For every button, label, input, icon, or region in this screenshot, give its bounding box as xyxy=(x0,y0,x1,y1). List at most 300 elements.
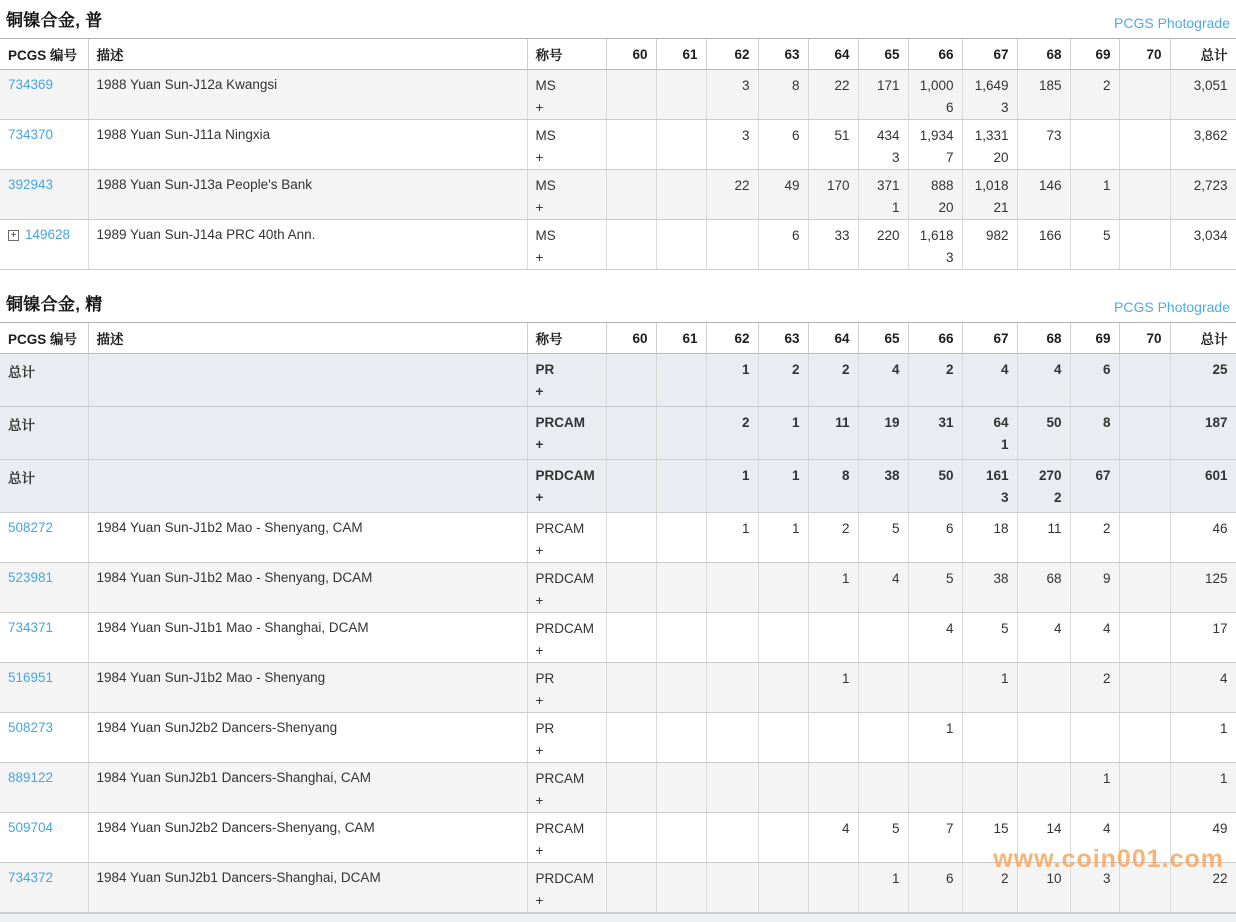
grade-63-cell xyxy=(758,120,808,170)
grade-61-cell xyxy=(656,713,706,763)
grade-62-cell xyxy=(706,70,758,120)
plus-grade-count: 3 xyxy=(1000,490,1009,505)
grade-63-cell xyxy=(758,354,808,407)
plus-grade-count: 2 xyxy=(1053,490,1062,505)
grade-64-cell xyxy=(808,863,858,913)
grade-61-cell xyxy=(656,563,706,613)
total-cell xyxy=(1170,663,1236,713)
column-header-grade-67: 67 xyxy=(962,323,1017,354)
grade-61-cell xyxy=(656,763,706,813)
grade-count: 6 xyxy=(945,521,954,536)
grade-67-cell xyxy=(962,120,1017,170)
description-cell: 1984 Yuan Sun-J1b2 Mao - Shenyang, DCAM xyxy=(88,563,527,613)
grade-61-cell xyxy=(656,407,706,460)
column-header-description: 描述 xyxy=(88,39,527,70)
pcgs-number-cell xyxy=(0,563,88,613)
grade-count: 3 xyxy=(741,128,750,143)
designation-label: PRCAM xyxy=(535,821,585,836)
designation-cell xyxy=(527,460,606,513)
grade-count: 4 xyxy=(891,571,900,586)
grade-count: 1 xyxy=(741,468,750,483)
grade-65-cell xyxy=(858,460,908,513)
description-cell xyxy=(88,460,527,513)
column-header-grade-62: 62 xyxy=(706,39,758,70)
grade-count: 2 xyxy=(741,415,750,430)
column-header-pcgs-number: PCGS 编号 xyxy=(0,323,88,354)
grade-70-cell xyxy=(1119,563,1170,613)
grade-63-cell xyxy=(758,763,808,813)
grade-68-cell xyxy=(1017,763,1070,813)
grade-61-cell xyxy=(656,220,706,270)
grade-66-cell xyxy=(908,120,962,170)
column-header-grade-64: 64 xyxy=(808,39,858,70)
total-cell xyxy=(1170,813,1236,863)
grade-63-cell xyxy=(758,663,808,713)
total-cell xyxy=(1170,220,1236,270)
grade-70-cell xyxy=(1119,120,1170,170)
grade-60-cell xyxy=(606,513,656,563)
designation-plus-label: + xyxy=(535,490,544,505)
grade-67-cell xyxy=(962,354,1017,407)
pcgs-number-link[interactable]: 508273 xyxy=(8,720,54,735)
designation-cell xyxy=(527,407,606,460)
description-cell xyxy=(88,354,527,407)
grade-64-cell xyxy=(808,120,858,170)
pcgs-number-cell xyxy=(0,663,88,713)
grade-60-cell xyxy=(606,863,656,913)
grade-count: 50 xyxy=(938,468,954,483)
grade-count: 1,649 xyxy=(974,78,1009,93)
grade-count: 6 xyxy=(1102,362,1111,377)
grade-count: 64 xyxy=(993,415,1009,430)
photograde-link[interactable]: PCGS Photograde xyxy=(1114,299,1230,315)
grade-66-cell xyxy=(908,513,962,563)
grade-69-cell xyxy=(1070,663,1119,713)
watermark-text: www.coin001.com xyxy=(993,845,1224,873)
designation-cell xyxy=(527,354,606,407)
designation-cell xyxy=(527,170,606,220)
grade-67-cell xyxy=(962,813,1017,863)
coin-row xyxy=(0,70,1236,120)
grade-69-cell xyxy=(1070,70,1119,120)
designation-label: PRDCAM xyxy=(535,621,595,636)
total-cell xyxy=(1170,763,1236,813)
designation-label: PRDCAM xyxy=(535,571,595,586)
grade-68-cell xyxy=(1017,120,1070,170)
total-cell xyxy=(1170,863,1236,913)
grade-68-cell xyxy=(1017,460,1070,513)
grade-69-cell xyxy=(1070,220,1119,270)
designation-label: PRCAM xyxy=(535,771,585,786)
grade-count: 1 xyxy=(791,415,800,430)
grade-70-cell xyxy=(1119,70,1170,120)
coin-row xyxy=(0,513,1236,563)
column-header-grade-66: 66 xyxy=(908,39,962,70)
section-title: 铜镍合金, 普 xyxy=(6,11,103,30)
pcgs-number-cell xyxy=(0,813,88,863)
grade-count: 50 xyxy=(1046,415,1062,430)
grade-68-cell xyxy=(1017,407,1070,460)
pcgs-number-link[interactable]: 734371 xyxy=(8,620,54,635)
grade-63-cell xyxy=(758,407,808,460)
total-cell xyxy=(1170,613,1236,663)
grade-count: 11 xyxy=(835,415,850,430)
plus-grade-count: 3 xyxy=(945,250,954,265)
grade-count: 146 xyxy=(1038,178,1062,193)
grade-60-cell xyxy=(606,70,656,120)
total-count: 3,862 xyxy=(1193,128,1228,143)
totals-row xyxy=(0,407,1236,460)
designation-label: MS xyxy=(535,228,556,243)
grade-count: 22 xyxy=(834,78,850,93)
designation-plus-label: + xyxy=(535,250,544,265)
plus-grade-count: 6 xyxy=(945,100,954,115)
grade-count: 888 xyxy=(930,178,954,193)
grade-64-cell xyxy=(808,663,858,713)
population-table-proof xyxy=(0,322,1236,913)
grade-60-cell xyxy=(606,354,656,407)
grade-62-cell xyxy=(706,460,758,513)
grade-68-cell xyxy=(1017,663,1070,713)
total-count: 46 xyxy=(1212,521,1228,536)
grade-65-cell xyxy=(858,663,908,713)
grade-count: 4 xyxy=(1102,821,1111,836)
grade-67-cell xyxy=(962,407,1017,460)
designation-label: PRDCAM xyxy=(535,871,595,886)
plus-grade-count: 3 xyxy=(1000,100,1009,115)
grade-63-cell xyxy=(758,713,808,763)
grade-64-cell xyxy=(808,460,858,513)
description-cell: 1984 Yuan SunJ2b2 Dancers-Shenyang, CAM xyxy=(88,813,527,863)
grade-69-cell xyxy=(1070,513,1119,563)
total-count: 601 xyxy=(1204,468,1228,483)
description-cell: 1984 Yuan SunJ2b1 Dancers-Shanghai, CAM xyxy=(88,763,527,813)
grade-66-cell xyxy=(908,663,962,713)
grade-65-cell xyxy=(858,220,908,270)
grade-60-cell xyxy=(606,563,656,613)
section-header xyxy=(0,286,1236,322)
grade-70-cell xyxy=(1119,663,1170,713)
column-header-designation: 称号 xyxy=(527,39,606,70)
pcgs-number-cell xyxy=(0,407,88,460)
grade-count: 19 xyxy=(884,415,900,430)
grade-66-cell xyxy=(908,813,962,863)
grade-66-cell xyxy=(908,220,962,270)
total-cell xyxy=(1170,407,1236,460)
grade-65-cell xyxy=(858,863,908,913)
grade-64-cell xyxy=(808,70,858,120)
grade-count: 7 xyxy=(945,821,954,836)
description-cell: 1984 Yuan Sun-J1b2 Mao - Shenyang, CAM xyxy=(88,513,527,563)
grade-count: 67 xyxy=(1095,468,1111,483)
grade-64-cell xyxy=(808,763,858,813)
description-cell: 1988 Yuan Sun-J13a People's Bank xyxy=(88,170,527,220)
grade-count: 434 xyxy=(876,128,900,143)
column-header-grade-62: 62 xyxy=(706,323,758,354)
grade-60-cell xyxy=(606,120,656,170)
grade-65-cell xyxy=(858,70,908,120)
plus-grade-count: 1 xyxy=(891,200,900,215)
designation-label: MS xyxy=(535,178,556,193)
designation-cell xyxy=(527,813,606,863)
designation-plus-label: + xyxy=(535,793,544,808)
grade-63-cell xyxy=(758,863,808,913)
description-cell: 1984 Yuan Sun-J1b2 Mao - Shenyang xyxy=(88,663,527,713)
grade-count: 2 xyxy=(1000,871,1009,886)
grade-69-cell xyxy=(1070,170,1119,220)
designation-label: PR xyxy=(535,362,555,377)
grade-count: 2 xyxy=(945,362,954,377)
grade-count: 166 xyxy=(1038,228,1062,243)
grade-count: 8 xyxy=(791,78,800,93)
grade-66-cell xyxy=(908,170,962,220)
total-count: 49 xyxy=(1212,821,1228,836)
grade-count: 1 xyxy=(741,521,750,536)
grade-65-cell xyxy=(858,563,908,613)
designation-plus-label: + xyxy=(535,437,544,452)
grade-70-cell xyxy=(1119,513,1170,563)
grade-count: 5 xyxy=(891,521,900,536)
grade-65-cell xyxy=(858,513,908,563)
grade-count: 18 xyxy=(993,521,1009,536)
grade-65-cell xyxy=(858,407,908,460)
designation-plus-label: + xyxy=(535,384,544,399)
grade-count: 5 xyxy=(945,571,954,586)
grade-count: 14 xyxy=(1046,821,1062,836)
grade-67-cell xyxy=(962,713,1017,763)
cutoff-next-row xyxy=(0,913,1236,922)
grade-count: 68 xyxy=(1046,571,1062,586)
grade-62-cell xyxy=(706,763,758,813)
grade-count: 10 xyxy=(1046,871,1062,886)
total-cell xyxy=(1170,460,1236,513)
column-header-grade-65: 65 xyxy=(858,323,908,354)
designation-cell xyxy=(527,563,606,613)
grade-70-cell xyxy=(1119,354,1170,407)
grade-64-cell xyxy=(808,170,858,220)
grade-66-cell xyxy=(908,563,962,613)
description-cell xyxy=(88,407,527,460)
grade-65-cell xyxy=(858,170,908,220)
grade-60-cell xyxy=(606,713,656,763)
grade-count: 9 xyxy=(1102,571,1111,586)
grade-count: 2 xyxy=(1102,671,1111,686)
pcgs-number-cell xyxy=(0,170,88,220)
pcgs-number-link[interactable]: 734369 xyxy=(8,77,54,92)
grade-count: 11 xyxy=(1047,521,1062,536)
pcgs-number-link[interactable]: 392943 xyxy=(8,177,54,192)
grade-61-cell xyxy=(656,663,706,713)
total-cell xyxy=(1170,170,1236,220)
photograde-link[interactable]: PCGS Photograde xyxy=(1114,15,1230,31)
grade-count: 2 xyxy=(1102,521,1111,536)
grade-count: 1 xyxy=(841,671,850,686)
column-header-grade-60: 60 xyxy=(606,323,656,354)
grade-61-cell xyxy=(656,120,706,170)
coin-row xyxy=(0,863,1236,913)
pcgs-number-cell xyxy=(0,763,88,813)
grade-69-cell xyxy=(1070,460,1119,513)
grade-count: 4 xyxy=(841,821,850,836)
grade-count: 6 xyxy=(791,228,800,243)
grade-64-cell xyxy=(808,713,858,763)
total-cell xyxy=(1170,70,1236,120)
plus-grade-count: 20 xyxy=(993,150,1009,165)
designation-cell xyxy=(527,120,606,170)
grade-69-cell xyxy=(1070,863,1119,913)
grade-64-cell xyxy=(808,407,858,460)
grade-68-cell xyxy=(1017,813,1070,863)
grade-63-cell xyxy=(758,170,808,220)
pcgs-number-cell xyxy=(0,354,88,407)
grade-61-cell xyxy=(656,70,706,120)
grade-60-cell xyxy=(606,220,656,270)
grade-70-cell xyxy=(1119,170,1170,220)
grade-69-cell xyxy=(1070,613,1119,663)
total-cell xyxy=(1170,513,1236,563)
grade-65-cell xyxy=(858,713,908,763)
grade-count: 1,618 xyxy=(919,228,954,243)
total-count: 4 xyxy=(1219,671,1228,686)
grade-64-cell xyxy=(808,563,858,613)
designation-label: MS xyxy=(535,78,556,93)
grade-60-cell xyxy=(606,663,656,713)
grade-63-cell xyxy=(758,613,808,663)
grade-63-cell xyxy=(758,70,808,120)
grade-66-cell xyxy=(908,613,962,663)
coin-row xyxy=(0,813,1236,863)
total-count: 125 xyxy=(1204,571,1228,586)
column-header-total: 总计 xyxy=(1170,323,1236,354)
grade-62-cell xyxy=(706,813,758,863)
grade-count: 8 xyxy=(841,468,850,483)
grade-69-cell xyxy=(1070,713,1119,763)
designation-cell xyxy=(527,663,606,713)
pcgs-number-link[interactable]: 734372 xyxy=(8,870,54,885)
pcgs-number-link[interactable]: 508272 xyxy=(8,520,54,535)
description-cell: 1984 Yuan Sun-J1b1 Mao - Shanghai, DCAM xyxy=(88,613,527,663)
grade-count: 1 xyxy=(1102,771,1111,786)
grade-62-cell xyxy=(706,407,758,460)
grade-70-cell xyxy=(1119,460,1170,513)
grade-66-cell xyxy=(908,407,962,460)
pcgs-number-link[interactable]: 509704 xyxy=(8,820,54,835)
coin-row xyxy=(0,713,1236,763)
description-cell: 1989 Yuan Sun-J14a PRC 40th Ann. xyxy=(88,220,527,270)
grade-count: 4 xyxy=(1053,621,1062,636)
coin-row xyxy=(0,763,1236,813)
pcgs-number-link[interactable]: 149628 xyxy=(25,227,71,242)
grade-count: 982 xyxy=(985,228,1009,243)
grade-count: 170 xyxy=(826,178,850,193)
grade-65-cell xyxy=(858,763,908,813)
grade-count: 1 xyxy=(741,362,750,377)
pcgs-number-cell xyxy=(0,713,88,763)
column-header-pcgs-number: PCGS 编号 xyxy=(0,39,88,70)
plus-grade-count: 3 xyxy=(891,150,900,165)
grade-62-cell xyxy=(706,863,758,913)
total-count: 17 xyxy=(1212,621,1228,636)
grade-69-cell xyxy=(1070,763,1119,813)
designation-label: PRCAM xyxy=(535,521,585,536)
pcgs-number-link[interactable]: 734370 xyxy=(8,127,54,142)
designation-plus-label: + xyxy=(535,843,544,858)
totals-row xyxy=(0,460,1236,513)
grade-62-cell xyxy=(706,663,758,713)
grade-61-cell xyxy=(656,513,706,563)
grade-70-cell xyxy=(1119,220,1170,270)
grade-70-cell xyxy=(1119,863,1170,913)
grade-count: 22 xyxy=(734,178,750,193)
column-header-grade-60: 60 xyxy=(606,39,656,70)
grade-count: 5 xyxy=(1102,228,1111,243)
grade-61-cell xyxy=(656,863,706,913)
population-table-mint-state xyxy=(0,38,1236,270)
total-count: 3,034 xyxy=(1193,228,1228,243)
column-header-grade-68: 68 xyxy=(1017,39,1070,70)
grade-62-cell xyxy=(706,513,758,563)
coin-row xyxy=(0,613,1236,663)
column-header-total: 总计 xyxy=(1170,39,1236,70)
grade-count: 1 xyxy=(1102,178,1111,193)
grade-count: 161 xyxy=(985,468,1009,483)
pcgs-number-link[interactable]: 516951 xyxy=(8,670,54,685)
expand-icon[interactable]: + xyxy=(8,230,19,241)
plus-grade-count: 7 xyxy=(945,150,954,165)
column-header-grade-61: 61 xyxy=(656,323,706,354)
pcgs-number-cell xyxy=(0,460,88,513)
grade-count: 5 xyxy=(891,821,900,836)
grade-70-cell xyxy=(1119,713,1170,763)
grade-64-cell xyxy=(808,220,858,270)
grade-60-cell xyxy=(606,460,656,513)
grade-67-cell xyxy=(962,613,1017,663)
header-row xyxy=(0,39,1236,70)
grade-67-cell xyxy=(962,563,1017,613)
grade-64-cell xyxy=(808,613,858,663)
grade-61-cell xyxy=(656,354,706,407)
grade-66-cell xyxy=(908,460,962,513)
designation-label: PRDCAM xyxy=(535,468,595,483)
grade-count: 3 xyxy=(1102,871,1111,886)
column-header-grade-70: 70 xyxy=(1119,39,1170,70)
grade-count: 6 xyxy=(945,871,954,886)
grade-count: 1,000 xyxy=(919,78,954,93)
total-cell xyxy=(1170,713,1236,763)
grade-67-cell xyxy=(962,863,1017,913)
grade-61-cell xyxy=(656,613,706,663)
grade-count: 2 xyxy=(841,362,850,377)
grade-60-cell xyxy=(606,763,656,813)
grade-62-cell xyxy=(706,713,758,763)
column-header-grade-65: 65 xyxy=(858,39,908,70)
section-header xyxy=(0,2,1236,38)
plus-grade-count: 1 xyxy=(1000,437,1009,452)
grade-count: 38 xyxy=(884,468,900,483)
grade-60-cell xyxy=(606,407,656,460)
totals-label: 总计 xyxy=(8,365,35,380)
pcgs-number-link[interactable]: 523981 xyxy=(8,570,54,585)
grade-count: 33 xyxy=(834,228,850,243)
grade-67-cell xyxy=(962,663,1017,713)
pcgs-number-link[interactable]: 889122 xyxy=(8,770,54,785)
section-title: 铜镍合金, 精 xyxy=(6,295,103,314)
grade-70-cell xyxy=(1119,613,1170,663)
grade-count: 2 xyxy=(791,362,800,377)
total-count: 2,723 xyxy=(1193,178,1228,193)
grade-69-cell xyxy=(1070,407,1119,460)
grade-62-cell xyxy=(706,354,758,407)
